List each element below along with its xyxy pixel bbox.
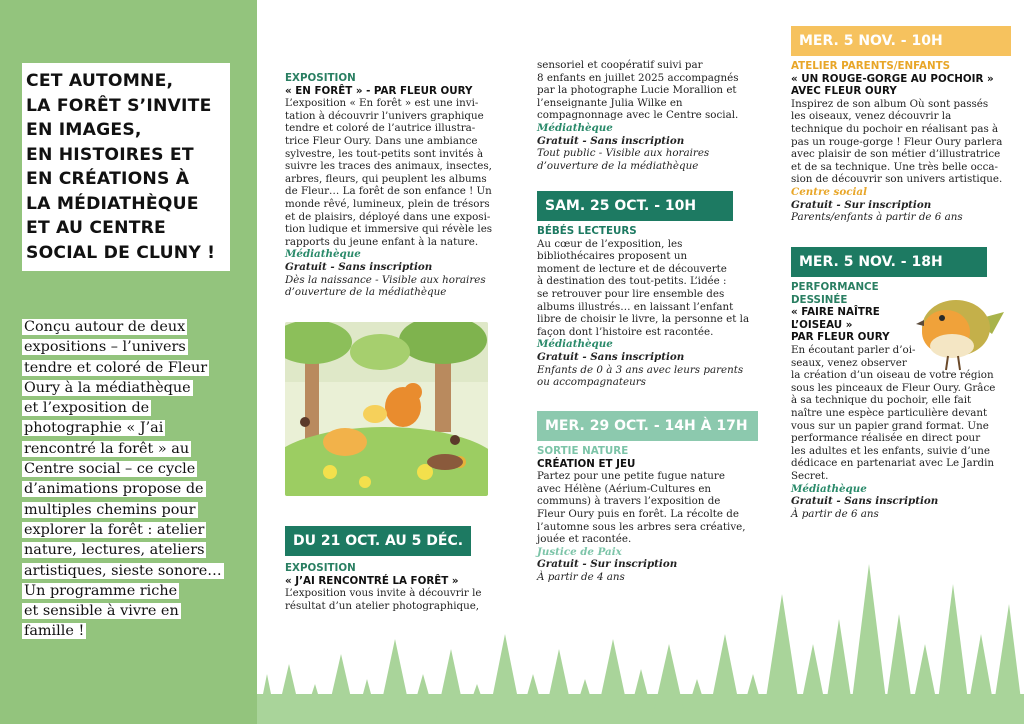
venue-label: Médiathèque xyxy=(285,248,361,261)
column-2-top xyxy=(537,59,757,172)
headline-line: EN IMAGES, xyxy=(26,120,142,140)
body-line: avec Hélène (Aérium-Cultures en xyxy=(537,482,712,495)
body-line: monde rêvé, lumineux, plein de trésors xyxy=(285,197,490,210)
event-title: « J’AI RENCONTRÉ LA FORÊT » xyxy=(285,574,459,587)
event-title: « UN ROUGE-GORGE AU POCHOIR » xyxy=(791,72,994,85)
category-label: PERFORMANCE xyxy=(791,281,879,293)
body-line: jouée et racontée. xyxy=(537,533,632,546)
intro-line: Oury à la médiathèque xyxy=(24,379,191,396)
intro-line: multiples chemins pour xyxy=(24,501,196,518)
body-line: bibliothécaires proposent un xyxy=(537,250,688,263)
intro-line: d’animations propose de xyxy=(24,481,204,498)
venue-label: Justice de Paix xyxy=(537,545,622,558)
audience-line: d’ouverture de la médiathèque xyxy=(285,286,447,299)
body-line: suivre les traces des animaux, insectes, xyxy=(285,160,492,173)
forest-illustration xyxy=(285,322,488,496)
left-panel xyxy=(0,0,257,724)
headline-line: CET AUTOMNE, xyxy=(26,71,174,91)
venue-label: Médiathèque xyxy=(791,482,867,495)
venue-label: Médiathèque xyxy=(537,121,613,134)
audience-line: Tout public - Visible aux horaires xyxy=(537,147,710,160)
body-line: les adultes et les enfants, suivie d’une xyxy=(791,444,991,457)
column-3-event-1 xyxy=(791,60,1006,224)
intro-text xyxy=(22,317,234,642)
audience-line: Enfants de 0 à 3 ans avec leurs parents xyxy=(537,363,744,376)
category-label: SORTIE NATURE xyxy=(537,445,629,457)
body-line: compagnonnage avec le Centre social. xyxy=(537,109,739,122)
body-line: avec plaisir de son métier d’illustratrice xyxy=(791,148,1001,161)
column-1 xyxy=(285,72,497,299)
body-line: se retrouver pour lire ensemble des xyxy=(537,287,725,300)
headline-line: LA FORÊT S’INVITE xyxy=(26,95,212,116)
body-line: tion ludique et immersive qui révèle les xyxy=(285,223,493,236)
intro-line: tendre et coloré de Fleur xyxy=(24,359,208,376)
category-label: EXPOSITION xyxy=(285,562,356,574)
intro-line: Centre social – ce cycle xyxy=(24,461,196,478)
date-banner: MER. 5 NOV. - 10H xyxy=(791,26,1011,56)
audience-line: d’ouverture de la médiathèque xyxy=(537,159,699,172)
event-title: L’OISEAU » xyxy=(791,318,853,331)
column-1-lower xyxy=(285,562,497,612)
body-line: technique du pochoir en réalisant pas à xyxy=(791,122,999,135)
body-line: Secret. xyxy=(791,469,829,482)
event-subtitle: PAR FLEUR OURY xyxy=(791,331,890,344)
date-banner: MER. 5 NOV. - 18H xyxy=(791,247,987,277)
body-line: trice Fleur Oury. Dans une ambiance xyxy=(285,134,478,147)
body-line: Inspirez de son album Où sont passés xyxy=(791,97,989,110)
column-2-event-2 xyxy=(537,445,757,584)
body-line: 8 enfants en juillet 2025 accompagnés xyxy=(537,71,739,84)
body-line: de Fleur… La forêt de son enfance ! Un xyxy=(285,185,492,198)
body-line: à sa technique du pochoir, elle fait xyxy=(791,394,972,407)
headline-line: SOCIAL DE CLUNY ! xyxy=(26,242,216,263)
body-line: sensoriel et coopératif suivi par xyxy=(537,59,703,71)
body-line: l’automne sous les arbres sera créative, xyxy=(537,520,746,533)
body-line: par la photographe Lucie Morallion et xyxy=(537,84,737,97)
body-line: sous les pinceaux de Fleur Oury. Grâce xyxy=(791,381,996,394)
robin-illustration xyxy=(912,290,1007,372)
intro-line: Conçu autour de deux xyxy=(24,319,186,335)
event-title: BÉBÉS LECTEURS xyxy=(537,225,637,237)
intro-line: et sensible à vivre en xyxy=(24,603,179,620)
conditions: Gratuit - Sur inscription xyxy=(791,198,932,211)
body-line: albums illustrés… en laissant l’enfant xyxy=(537,300,734,313)
venue-label: Médiathèque xyxy=(537,338,613,351)
date-banner: SAM. 25 OCT. - 10H xyxy=(537,191,733,221)
body-line: pas un rouge-gorge ! Fleur Oury parlera xyxy=(791,135,1003,148)
body-line: la création d’un oiseau de votre région xyxy=(791,369,994,382)
headline-line: LA MÉDIATHÈQUE xyxy=(26,193,199,214)
event-title: « FAIRE NAÎTRE xyxy=(791,306,880,319)
category-label: ATELIER PARENTS/ENFANTS xyxy=(791,60,951,72)
body-line: libre de choisir le livre, la personne et la xyxy=(537,313,750,326)
intro-line: artistiques, sieste sonore… xyxy=(24,562,222,579)
body-line: moment de lecture et de découverte xyxy=(537,262,727,275)
intro-line: expositions – l’univers xyxy=(24,339,186,356)
body-line: L’exposition vous invite à découvrir le xyxy=(285,587,482,600)
audience-line: Parents/enfants à partir de 6 ans xyxy=(791,211,963,224)
intro-line: nature, lectures, ateliers xyxy=(24,542,205,559)
body-line: vous sur un papier grand format. Une xyxy=(791,419,989,432)
body-line: à destination des tout-petits. L’idée : xyxy=(537,275,727,288)
headline xyxy=(22,63,230,271)
intro-line: Un programme riche xyxy=(24,582,178,599)
body-line: résultat d’un atelier photographique, xyxy=(285,599,480,612)
headline-line: ET AU CENTRE xyxy=(26,218,167,238)
body-line: arbres, fleurs, qui peuplent les albums xyxy=(285,172,487,185)
body-line: façon dont l’histoire est racontée. xyxy=(537,325,714,338)
conditions: Gratuit - Sans inscription xyxy=(285,260,433,273)
body-line: En écoutant parler d’oi- xyxy=(791,343,916,356)
conditions: Gratuit - Sans inscription xyxy=(537,350,685,363)
intro-line: rencontré la forêt » au xyxy=(24,440,190,457)
body-line: dédicace en partenariat avec Le Jardin xyxy=(791,457,995,470)
body-line: les oiseaux, venez découvrir la xyxy=(791,110,952,123)
date-banner: DU 21 OCT. AU 5 DÉC. xyxy=(285,526,471,556)
body-line: et de plaisirs, déployé dans une exposi- xyxy=(285,210,491,223)
date-banner: MER. 29 OCT. - 14H À 17H xyxy=(537,411,758,441)
body-line: Au cœur de l’exposition, les xyxy=(537,237,683,250)
body-line: L’exposition « En forêt » est une invi- xyxy=(285,97,479,110)
conditions: Gratuit - Sur inscription xyxy=(537,558,678,571)
category-label: EXPOSITION xyxy=(285,72,356,84)
intro-line: explorer la forêt : atelier xyxy=(24,521,205,538)
venue-label: Centre social xyxy=(791,185,867,198)
body-line: naître une espèce particulière devant xyxy=(791,406,988,419)
headline-line: EN HISTOIRES ET xyxy=(26,144,194,165)
event-subtitle: AVEC FLEUR OURY xyxy=(791,85,897,98)
audience-line: Dès la naissance - Visible aux horaires xyxy=(285,273,486,286)
body-line: sylvestre, les tout-petits sont invités à xyxy=(285,147,484,160)
audience-line: À partir de 4 ans xyxy=(537,570,625,583)
conditions: Gratuit - Sans inscription xyxy=(537,134,685,147)
body-line: seaux, venez observer xyxy=(791,356,907,369)
body-line: sion de découvrir son univers artistique. xyxy=(791,173,1003,186)
conditions: Gratuit - Sans inscription xyxy=(791,495,939,508)
body-line: tation à découvrir l’univers graphique xyxy=(285,109,484,122)
body-line: Fleur Oury puis en forêt. La récolte de xyxy=(537,507,739,520)
category-label: DESSINÉE xyxy=(791,293,848,306)
headline-line: EN CRÉATIONS À xyxy=(26,169,190,189)
event-title: « EN FORÊT » - PAR FLEUR OURY xyxy=(285,84,473,97)
audience-line: ou accompagnateurs xyxy=(537,376,646,389)
audience-line: À partir de 6 ans xyxy=(791,507,879,520)
intro-line: et l’exposition de xyxy=(24,400,150,417)
event-title: CRÉATION ET JEU xyxy=(537,457,636,470)
body-line: l’enseignante Julia Wilke en xyxy=(537,96,683,109)
intro-line: famille ! xyxy=(24,623,85,640)
body-line: tendre et coloré de l’autrice illustra- xyxy=(285,122,476,135)
column-2-event-1 xyxy=(537,225,757,389)
body-line: Partez pour une petite fugue nature xyxy=(537,470,725,483)
body-line: communs) à travers l’exposition de xyxy=(537,495,721,508)
body-line: et de sa technique. Une très belle occa- xyxy=(791,160,998,173)
body-line: rapports du jeune enfant à la nature. xyxy=(285,235,479,248)
body-line: performance réalisée en direct pour xyxy=(791,432,981,445)
intro-line: photographie « J’ai xyxy=(24,420,164,437)
